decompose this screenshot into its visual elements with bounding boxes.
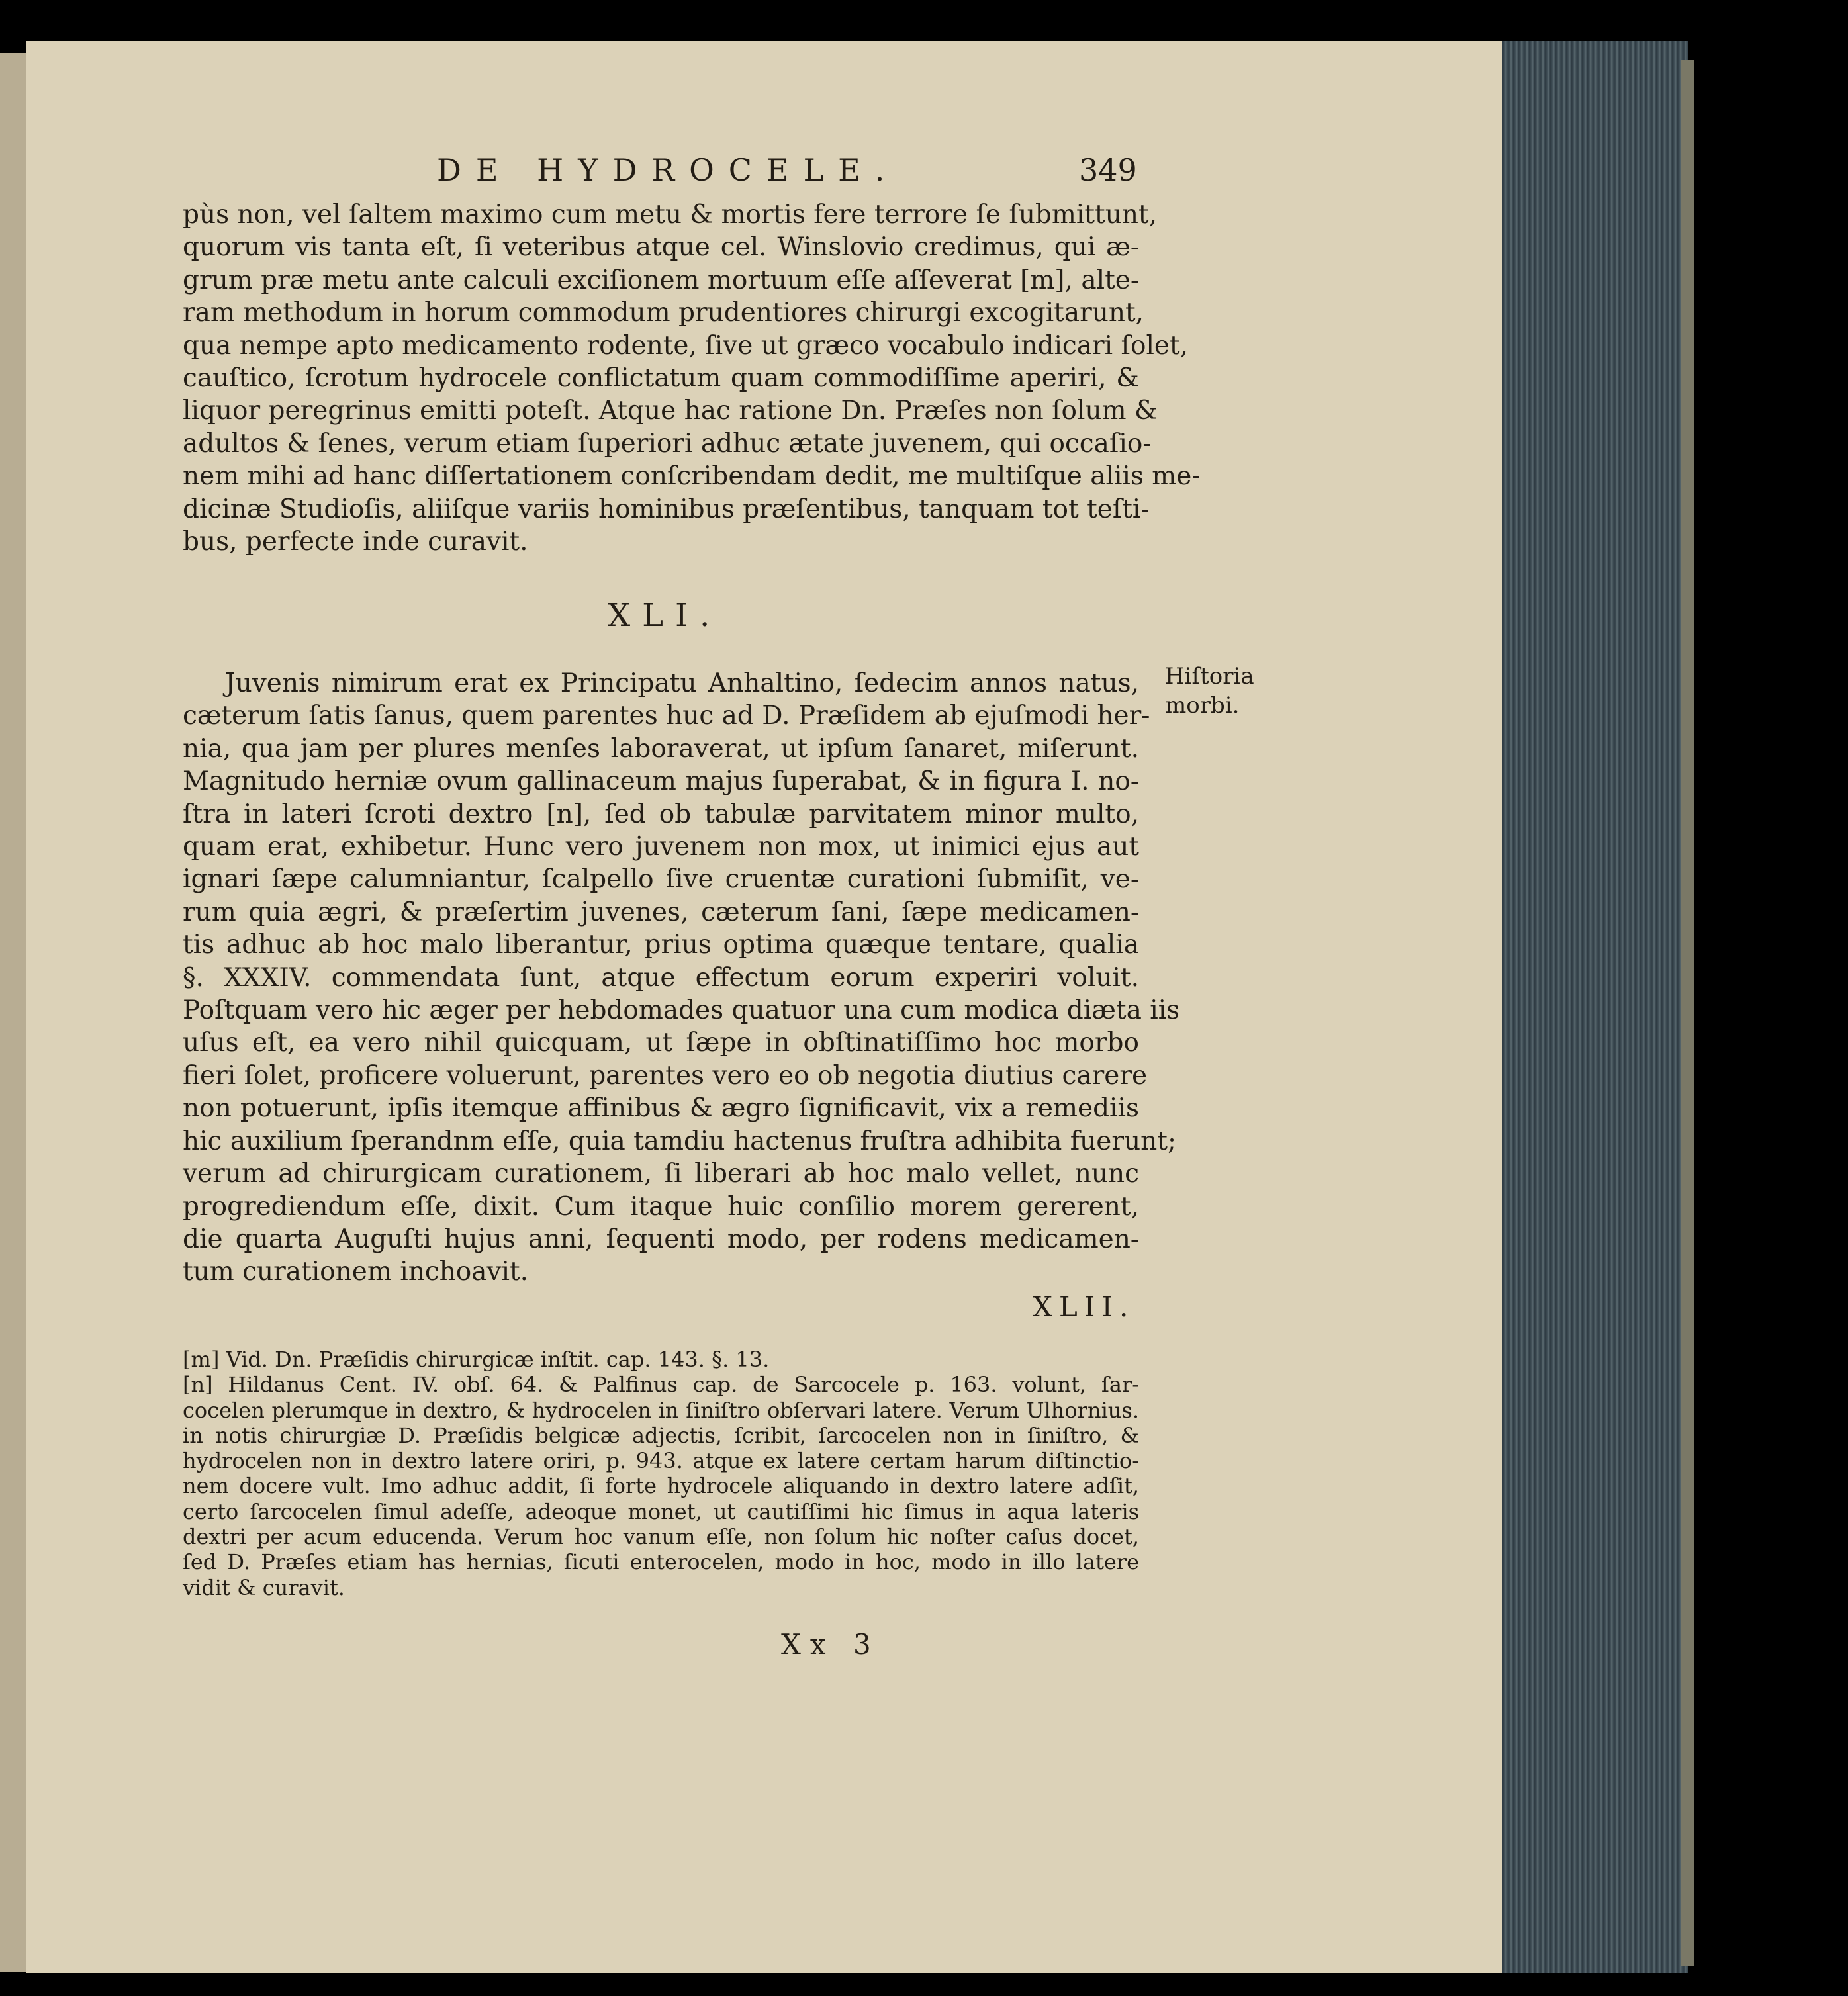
- text-line: cæterum ſatis ſanus, quem parentes huc ad D. Præſidem ab ejuſmodi her-: [183, 701, 1150, 731]
- text-line: uſus eſt, ea vero nihil quicquam, ut ſæpe in obſtinatiſſimo hoc morbo: [183, 1028, 1139, 1058]
- running-head: [0, 152, 1848, 192]
- text-line: rum quia ægri, & præſertim juvenes, cæterum ſani, ſæpe medicamen-: [183, 897, 1139, 927]
- text-line: progrediendum eſſe, dixit. Cum itaque huic conſilio morem gererent,: [183, 1191, 1139, 1222]
- text-line: tum curationem inchoavit.: [183, 1257, 529, 1287]
- paragraph-1: [183, 199, 1201, 558]
- text-line: dicinæ Studioſis, aliiſque variis hominibus præſentibus, tanquam tot teſti-: [183, 494, 1150, 524]
- footnote-line: [m] Vid. Dn. Præſidis chirurgicæ inſtit. cap. 143. §. 13.: [183, 1347, 770, 1372]
- footnotes: [183, 1347, 1139, 1600]
- text-line: grum præ metu ante calculi exciſionem mortuum eſſe aſſeverat [m], alte-: [183, 265, 1139, 295]
- text-line: ſtra in lateri ſcroti dextro [n], ſed ob tabulæ parvitatem minor multo,: [183, 799, 1139, 829]
- paragraph-2: [183, 667, 1180, 1289]
- book-cover-edge: [1681, 60, 1694, 1966]
- footnote-line: [n] Hildanus Cent. IV. obſ. 64. & Palfinus cap. de Sarcocele p. 163. volunt, ſar-: [183, 1372, 1139, 1398]
- text-line: liquor peregrinus emitti poteſt. Atque hac ratione Dn. Præſes non ſolum &: [183, 396, 1158, 426]
- page-block-edges: [1502, 41, 1688, 1973]
- text-line: qua nempe apto medicamento rodente, ſive ut græco vocabulo indicari ſolet,: [183, 330, 1189, 361]
- text-line: §. XXXIV. commendata ſunt, atque effectum eorum experiri voluit.: [183, 962, 1139, 993]
- text-line: ram methodum in horum commodum prudentiores chirurgi excogitarunt,: [183, 298, 1144, 328]
- footnote-line: hydrocelen non in dextro latere oriri, p. 943. atque ex latere certam harum diſtinctio-: [183, 1448, 1139, 1474]
- footnote-line: dextri per acum educenda. Verum hoc vanum eſſe, non ſolum hic noſter caſus docet,: [183, 1524, 1139, 1550]
- text-line: cauſtico, ſcrotum hydrocele conflictatum quam commodiſſime aperiri, &: [183, 363, 1139, 394]
- text-line: Poſtquam vero hic æger per hebdomades quatuor una cum modica diæta iis: [183, 995, 1180, 1026]
- footnote-line: in notis chirurgiæ D. Præſidis belgicæ adjectis, ſcribit, ſarcocelen non in ſiniſtro, &: [183, 1422, 1139, 1448]
- footnote-line: nem docere vult. Imo adhuc addit, ſi forte hydrocele aliquando in dextro latere adſit,: [183, 1473, 1139, 1499]
- text-line: Magnitudo herniæ ovum gallinaceum majus ſuperabat, & in figura I. no-: [183, 766, 1139, 797]
- footnote-line: vidit & curavit.: [183, 1574, 345, 1600]
- running-title: DE HYDROCELE.: [437, 152, 900, 188]
- signature-mark: Xx 3: [781, 1628, 880, 1660]
- text-line: nem mihi ad hanc diſſertationem conſcribendam dedit, me multiſque aliis me-: [183, 461, 1201, 492]
- text-line: bus, perfecte inde curavit.: [183, 527, 528, 557]
- footnote-line: certo ſarcocelen ſimul adeſſe, adeoque monet, ut cautiſſimi hic ſimus in aqua lateris: [183, 1498, 1139, 1524]
- text-line: hic auxilium ſperandnm eſſe, quia tamdiu hactenus fruſtra adhibita fuerunt;: [183, 1126, 1177, 1156]
- margin-note: [1165, 662, 1254, 720]
- text-line: die quarta Auguſti hujus anni, ſequenti modo, per rodens medicamen-: [183, 1224, 1139, 1254]
- text-line: pùs non, vel ſaltem maximo cum metu & mortis fere terrore ſe ſubmittunt,: [183, 200, 1158, 230]
- footnote-line: cocelen plerumque in dextro, & hydrocelen in ſiniſtro obſervari latere. Verum Ulhornius.: [183, 1397, 1139, 1423]
- text-line: quam erat, exhibetur. Hunc vero juvenem non mox, ut inimici ejus aut: [183, 832, 1139, 862]
- text-line: nia, qua jam per plures menſes laboraverat, ut ipſum ſanaret, miſerunt.: [183, 733, 1139, 764]
- text-line: ignari ſæpe calumniantur, ſcalpello ſive cruentæ curationi ſubmiſit, ve-: [183, 864, 1139, 895]
- section-heading-xli: XLI.: [608, 597, 722, 634]
- page-number: 349: [1079, 152, 1137, 188]
- text-line: quorum vis tanta eſt, ſi veteribus atque cel. Winslovio credimus, qui æ-: [183, 232, 1139, 263]
- text-line: Juvenis nimirum erat ex Principatu Anhaltino, ſedecim annos natus,: [225, 668, 1139, 698]
- text-line: tis adhuc ab hoc malo liberantur, prius optima quæque tentare, qualia: [183, 930, 1139, 960]
- text-line: fieri ſolet, proficere voluerunt, parentes vero eo ob negotia diutius carere: [183, 1060, 1148, 1091]
- text-line: non potuerunt, ipſis itemque affinibus & ægro ſignificavit, vix a remediis: [183, 1093, 1139, 1124]
- catchword: XLII.: [1033, 1291, 1135, 1323]
- text-line: adultos & ſenes, verum etiam ſuperiori adhuc ætate juvenem, qui occaſio-: [183, 428, 1152, 459]
- footnote-line: ſed D. Præſes etiam has hernias, ſicuti enterocelen, modo in hoc, modo in illo latere: [183, 1549, 1139, 1575]
- left-page-edge: [0, 53, 26, 1972]
- margin-note-line: Hiſtoria: [1165, 663, 1254, 690]
- text-line: verum ad chirurgicam curationem, ſi liberari ab hoc malo vellet, nunc: [183, 1159, 1139, 1189]
- margin-note-line: morbi.: [1165, 692, 1240, 719]
